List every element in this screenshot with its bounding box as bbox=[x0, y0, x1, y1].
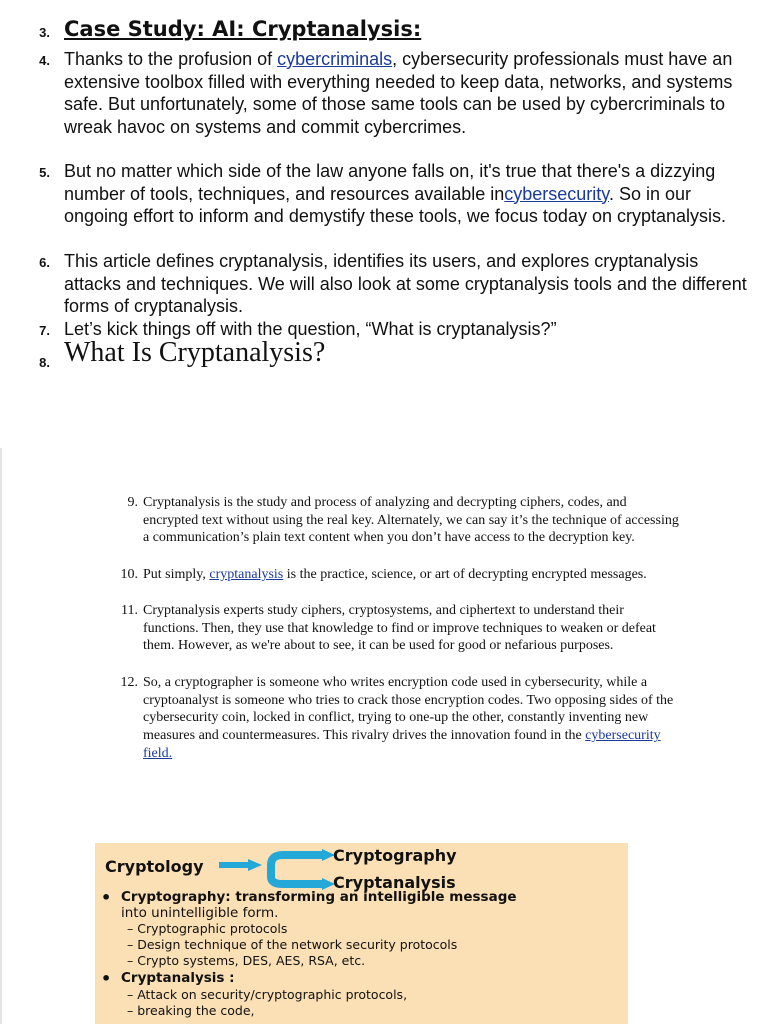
sub-bullet: – Design technique of the network security protocols bbox=[127, 937, 458, 952]
sub-bullet: – Cryptographic protocols bbox=[127, 921, 288, 936]
text-run: . So in our ongoing effort to inform and demystify these tools, we focus today on cryptanalysis. bbox=[64, 183, 727, 226]
paragraph: This article defines cryptanalysis, identifies its users, and explores cryptanalysis attacks and techniques. We will also look at some cryptanalysis tools and the different forms of cryptanalysis. bbox=[64, 251, 747, 316]
section-heading: What Is Cryptanalysis? bbox=[64, 337, 326, 368]
list-number: 9. bbox=[127, 495, 138, 510]
cryptology-label: Cryptology bbox=[105, 857, 204, 876]
paragraph: Cryptanalysis experts study ciphers, cryptosystems, and ciphertext to understand their functions. Then, they use that knowledge to find or improve techniques to weaken or defeat them. However, as we're about to see, it can be used for good or nefarious purposes. bbox=[143, 603, 656, 654]
cybersecurity-field-link[interactable]: cybersecurity field. bbox=[143, 728, 661, 761]
cryptology-figure bbox=[95, 843, 628, 1024]
text-run: , cybersecurity professionals must have an extensive toolbox filled with everything needed to keep data, networks, and systems safe. But unfortunately, some of those same tools can be used by cybercriminals to wreak havoc on systems and commit cybercrimes. bbox=[64, 49, 733, 137]
paragraph bbox=[64, 160, 754, 228]
paragraph bbox=[143, 674, 683, 763]
list-number: 8. bbox=[39, 355, 50, 370]
list-number: 7. bbox=[39, 323, 50, 338]
text-run: But no matter which side of the law anyone falls on, it's true that there's a dizzying number of tools, techniques, and resources available in bbox=[64, 161, 716, 204]
page-edge-divider bbox=[0, 448, 2, 1024]
cryptanalysis-link[interactable]: cryptanalysis bbox=[209, 567, 284, 582]
list-number: 4. bbox=[39, 53, 50, 68]
bullet-text bbox=[121, 889, 517, 905]
sub-bullet: – breaking the code, bbox=[127, 1003, 255, 1018]
text-run: is the practice, science, or art of decrypting encrypted messages. bbox=[283, 567, 647, 582]
text-run: Put simply, bbox=[143, 567, 210, 582]
list-number: 12. bbox=[120, 675, 138, 690]
cybersecurity-link[interactable]: cybersecurity bbox=[504, 183, 609, 204]
cryptography-label: Cryptography bbox=[333, 846, 457, 865]
list-number: 3. bbox=[39, 25, 50, 40]
sub-bullet: – Attack on security/cryptographic protocols, bbox=[127, 987, 408, 1002]
cybercriminals-link[interactable]: cybercriminals bbox=[277, 49, 393, 69]
list-number: 6. bbox=[39, 255, 50, 270]
cryptanalysis-label: Cryptanalysis bbox=[333, 873, 456, 892]
bullet-icon: • bbox=[101, 888, 112, 907]
list-number: 11. bbox=[121, 603, 138, 618]
bullet-text-line: into unintelligible form. bbox=[121, 905, 279, 921]
list-number: 10. bbox=[120, 567, 138, 582]
bullet-text: Cryptanalysis : bbox=[121, 970, 235, 986]
sub-bullet: – Crypto systems, DES, AES, RSA, etc. bbox=[127, 953, 366, 968]
paragraph: Cryptanalysis is the study and process of analyzing and decrypting ciphers, codes, and encrypted text without using the real key. Alternately, we can say it’s the technique of accessing a communication’s plain text content when you don’t have access to the decryption key. bbox=[143, 495, 679, 546]
bullet-text-line: Cryptography: transforming an intelligible message bbox=[121, 889, 517, 905]
case-study-title: Case Study: AI: Cryptanalysis: bbox=[64, 17, 422, 41]
paragraph bbox=[143, 566, 683, 584]
text-run: So, a cryptographer is someone who writes encryption code used in cybersecurity, while a cryptoanalyst is someone who tries to crack those encryption codes. Two opposing sides of the cybersecurity coin, locked in conflict, trying to one-up the other, constantly inventing new measures and countermeasures. This rivalry drives the innovation found in the bbox=[143, 675, 674, 744]
bullet-icon: • bbox=[101, 969, 112, 988]
paragraph: Let’s kick things off with the question, “What is cryptanalysis?” bbox=[64, 319, 557, 339]
list-number: 5. bbox=[39, 165, 50, 180]
text-run: Thanks to the profusion of bbox=[64, 49, 278, 69]
paragraph bbox=[64, 48, 754, 138]
